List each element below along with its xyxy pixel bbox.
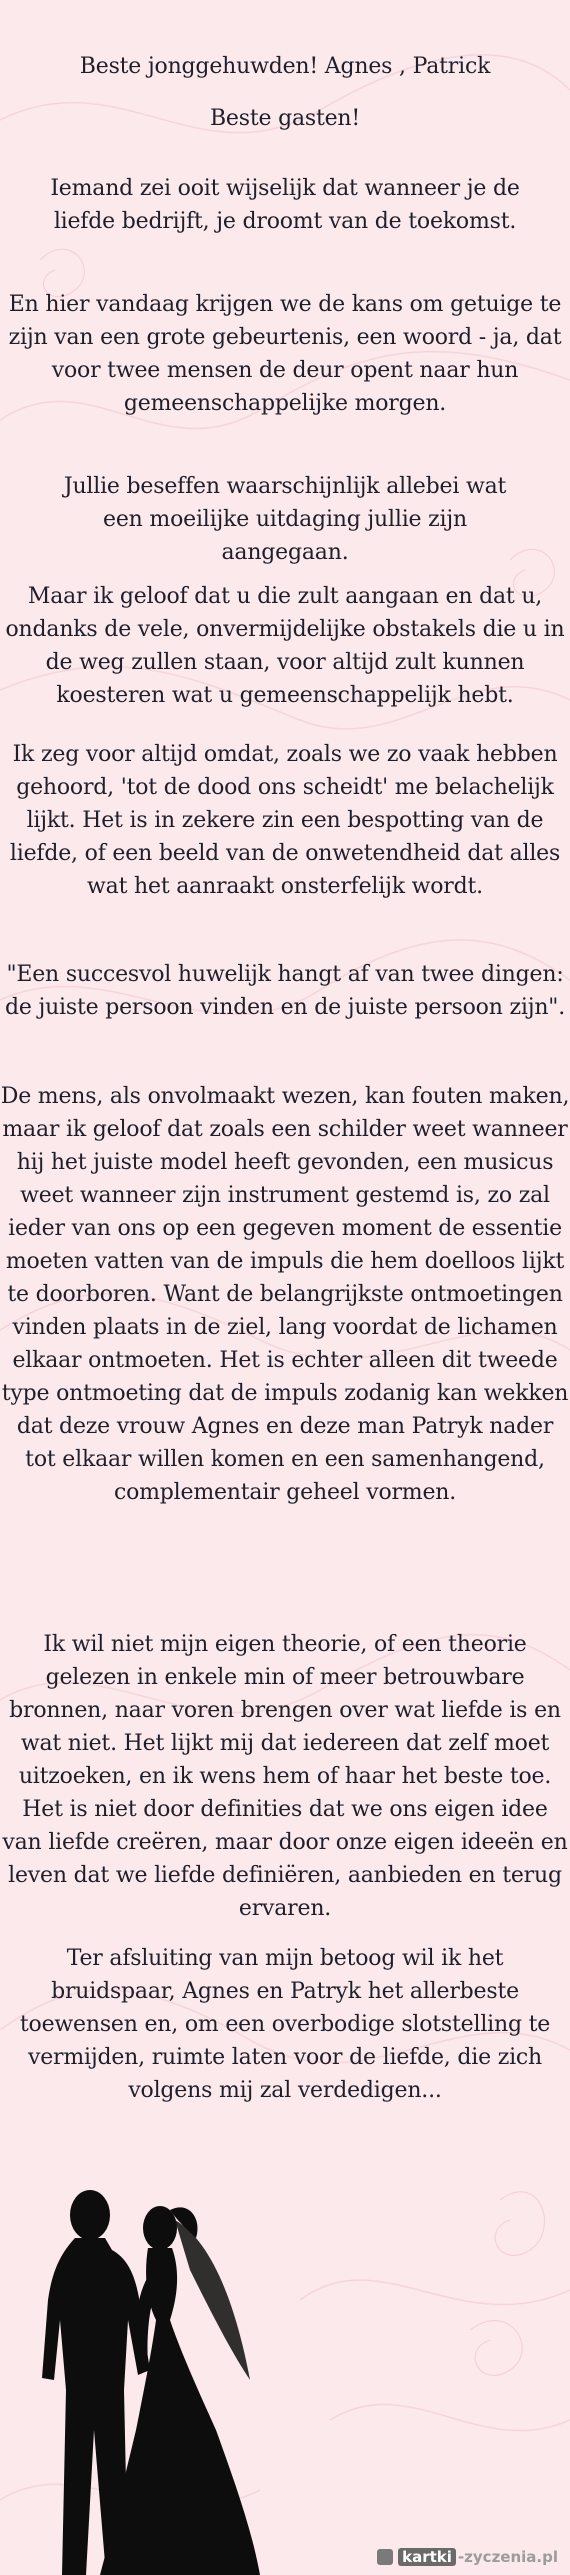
paragraph-5 [0,738,570,903]
paragraph-text: Iemand zei ooit wijselijk dat wanneer je de liefde bedrijft, je droomt van de toekomst. [50,176,520,234]
paragraph-text: Jullie beseffen waarschijnlijk allebei wat een moeilijke uitdaging jullie zijn aangegaan. [63,474,507,565]
paragraph-3 [0,470,570,569]
paragraph-text: Ter afsluiting van mijn betoog wil ik het bruidspaar, Agnes en Patryk het allerbeste toewensen en, om een overbodige slotstelling te vermijden, ruimte laten voor de liefde, die zich volgens mij zal verdedigen... [19,1946,551,2103]
logo-brand: kartki [398,2548,456,2566]
logo-icon [377,2549,393,2565]
paragraph-2 [0,288,570,420]
quote-paragraph [0,958,570,1024]
paragraph-7 [0,1080,570,1509]
paragraph-text: Maar ik geloof dat u die zult aangaan en dat u, ondanks de vele, onvermijdelijke obstakels die u in de weg zullen staan, voor altijd zult kunnen koesteren wat u gemeenschappelijk hebt. [5,584,565,708]
paragraph-text: Ik zeg voor altijd omdat, zoals we zo vaak hebben gehoord, 'tot de dood ons scheidt' me belachelijk lijkt. Het is in zekere zin een bespotting van de liefde, of een beeld van de onwetendheid dat alles wat het aanraakt onsterfelijk wordt. [9,742,561,899]
paragraph-8 [0,1628,570,1925]
logo-suffix: -zyczenia.pl [457,2548,558,2566]
site-logo [371,2545,564,2569]
paragraph-text: De mens, als onvolmaakt wezen, kan fouten maken, maar ik geloof dat zoals een schilder weet wanneer hij het juiste model heeft gevonden, een musicus weet wanneer zijn instrument gestemd is, zo zal ieder van ons op een gegeven moment de essentie moeten vatten van de impuls die hem doelloos lijkt te doorboren. Want de belangrijkste ontmoetingen vinden plaats in de ziel, lang voordat de lichamen elkaar ontmoeten. Het is echter alleen dit tweede type ontmoeting dat de impuls zodanig kan wekken dat deze vrouw Agnes en deze man Patryk nader tot elkaar willen komen en een samenhangend, complementair geheel vormen. [0,1084,570,1505]
paragraph-text: Ik wil niet mijn eigen theorie, of een theorie gelezen in enkele min of meer betrouwbare bronnen, naar voren brengen over wat liefde is en wat niet. Het lijkt mij dat iedereen dat zelf moet uitzoeken, en ik wens hem of haar het beste toe. Het is niet door definities dat we ons eigen idee van liefde creëren, maar door onze eigen ideeën en leven dat we liefde definiëren, aanbieden en terug ervaren. [2,1632,568,1921]
paragraph-1 [0,172,570,238]
wedding-couple-silhouette [20,2180,260,2575]
paragraph-text: "Een succesvol huwelijk hangt af van twee dingen: de juiste persoon vinden en de juiste persoon zijn". [4,962,566,1020]
paragraph-9 [0,1942,570,2107]
paragraph-4 [0,580,570,712]
greeting-guests: Beste gasten! [209,106,361,131]
greeting-couple: Beste jonggehuwden! Agnes , Patrick [79,54,491,79]
paragraph-text: En hier vandaag krijgen we de kans om getuige te zijn van een grote gebeurtenis, een woord - ja, dat voor twee mensen de deur opent naar hun gemeenschappelijke morgen. [8,292,562,416]
